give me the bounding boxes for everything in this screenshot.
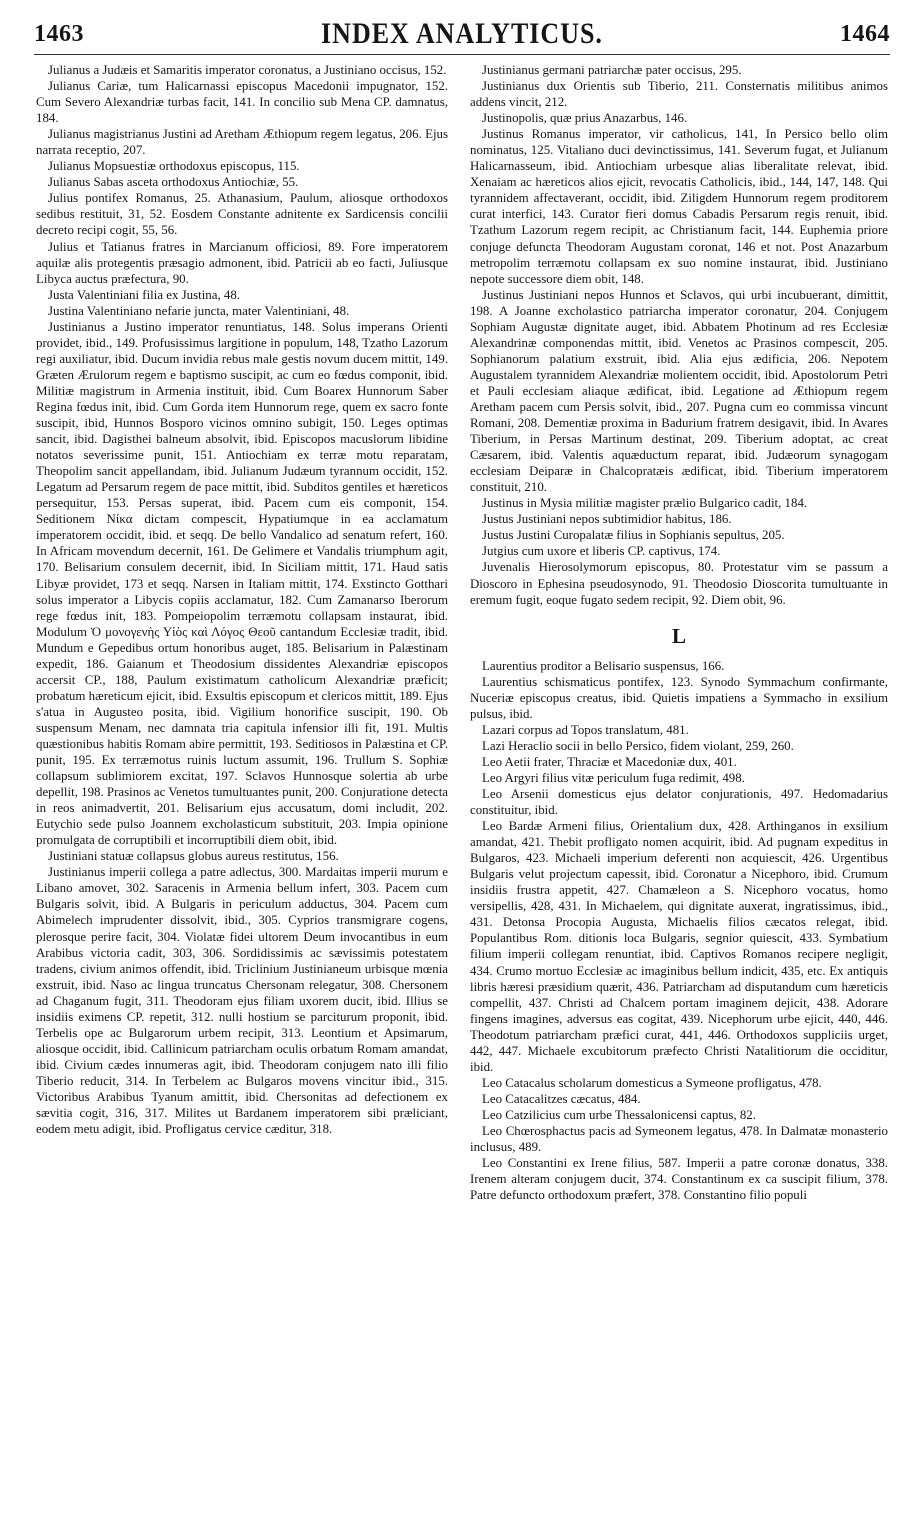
index-entry: Justinus Justiniani nepos Hunnos et Sclavos, qui urbi incubuerant, dimittit, 198. A Joanne excholastico patriarcha imperator coronatur, 204. Conjugem Sophiam Augustæ dignitate auget, ibid. Abbatem Photinum ad res Ecclesiæ Alexandrinæ componendas mittit, ibid. Venetos ac Prasinos compescit, 205. Sophianorum palatium exstruit, ibid. Alia ejus ædificia, 206. Nepotem Augustalem tyrannidem Alexandriæ molientem occidit, ibid. Apostolorum Petri et Pauli ecclesiam aliaque ædificat, ibid. Legatione ad Æthiopum regem Aretham pacem cum Persis solvit, ibid., 207. Pugna cum eo commissa vincunt Romani, 208. Dementiæ proxima in Badurium fratrem desigavit, ibid. In Avares Tiberium, in Persas Martinum destinat, 209. Tiberium adoptat, ac creat Cæsarem, ibid. Valentis aquæductum reparat, ibid. Judæorum synagogam ecclesiam Deiparæ in Chalcopratæis ædificat, ibid. Tiberium imperatorem constituit, 210. (470, 287, 888, 495)
index-entry: Julianus Sabas asceta orthodoxus Antiochiæ, 55. (48, 175, 299, 190)
left-column (36, 62, 448, 1137)
index-entry: Leo Constantini ex Irene filius, 587. Imperii a patre coronæ donatus, 338. Irenem alteram conjugem ducit, 374. Constantinum ex ca suscipit filium, 378. Patre defuncto orthodoxum præfert, 378. Constantino filio populi (470, 1156, 888, 1203)
index-entry: Justinianus dux Orientis sub Tiberio, 211. Consternatis militibus animos addens vincit, 212. (470, 79, 888, 110)
index-entry: Julianus magistrianus Justini ad Aretham Æthiopum regem legatus, 206. Ejus narrata receptio, 207. (36, 127, 448, 158)
index-entry: Justinianus germani patriarchæ pater occisus, 295. (482, 63, 742, 77)
index-entry: Julius et Tatianus fratres in Marcianum officiosi, 89. Fore imperatorem aquilæ alis protegentis præsagio admonent, ibid. Patricii ab eo facti, Juliusque Libyca auctus præfectura, 90. (36, 239, 448, 286)
right-column (470, 62, 888, 1203)
index-entry: Justiniani statuæ collapsus globus aureus restitutus, 156. (48, 849, 339, 864)
index-entry: Julius pontifex Romanus, 25. Athanasium, Paulum, aliosque orthodoxos sedibus restituit, 31, 52. Eosdem Constante adnitente ex Sardicensis concilii decreto recipi cogit, 55, 56. (36, 191, 448, 238)
index-entry: Justus Justiniani nepos subtimidior habitus, 186. (482, 512, 732, 527)
index-entry: Leo Catacalus scholarum domesticus a Symeone profligatus, 478. (482, 1075, 822, 1090)
index-entry: Justinopolis, quæ prius Anazarbus, 146. (482, 111, 688, 126)
page-number-left: 1463 (34, 20, 84, 47)
page-title: INDEX ANALYTICUS. (321, 16, 603, 51)
index-entry: Justinianus a Justino imperator renuntiatus, 148. Solus imperans Orienti providet, ibid., 149. Profusissimus largitione in populum, 148, Tzatho Lazorum regi auxiliatur, ibid. Ducum invidia rebus male gestis novum ducem mittit, 149. Græten Ærulorum regem e baptismo suscipit, ac cum eo fœdus componit, ibid. Militiæ magistrum in Armenia instituit, ibid. Cum Boarex Hunnorum Saber Regina fœdus init, ibid. Cum Gorda item Hunnorum rege, quem ex sacro fonte suscipit, ibid, Hunnos Bosporo vicinos omnino subigit, 150. Leges optimas sancit, ibid. Dagisthei balneum absolvit, ibid. Episcopos macuslorum libidine notatos severissime punit, 151. Antiochiam ex terræ motu reparatam, Theopolim sancit appellandam, ibid. Julianum Judæum tyrannum occidit, 152. Legatum ad Persarum regem de pace mittit, ibid. Subditos gentiles et hæreticos persequitur, 153. Persas superat, ibid. Pacem cum eis componit, 154. Seditionem Νίκα dictam compescit, Hypatiumque in ea acclamatum imperatorem occidit, ibid. et seqq. De bello Vandalico ad senatum refert, 160. In Africam movendum decernit, 161. De Gelimere et Vandalis triumphum agit, 170. Belisarium consulem decernit, ibid. In Siciliam mittit, 171. Haud satis Libyæ providet, 173 et seqq. Narsen in Italiam mittit, 174. Exstincto Gotthari solus imperator a Libycis copiis acclamatur, 182. Cum Zamanarso Iberorum rege fœdus init, 183. Pompeiopolim terræmotu collapsam instaurat, ibid. Modulum Ὁ μονογενὴς Υἱὸς καὶ Λόγος Θεοῦ cantandum Ecclesiæ tradit, ibid. Mundum e Gepedibus ortum honoribus auget, 185. Belisarium in Palæstinam expedit, 186. Gaianum et Theodosium dissidentes Alexandriæ episcopos accersit CP., 188, Paulum existimatum catholicum Alexandriæ præficit; probatum hæreticum ejicit, ibid. Exsultis episcopum et clericos mittit, 189. Ejus s'atua in Augusteo posita, ibid. Vigilium honorifice suscipit, 190. Ob suspensum Menam, nec damnata tria capitula infensior illi fit, 191. Multis quæstionibus habitis Romam abire permittit, 193. Seditiosos in Palæstina et CP. punit, 195. Ex terræmotus ruinis luctum assumit, 196. Trullum S. Sophiæ collapsum sublimiorem excitat, 197. Sclavos Hunnosque solertia ab urbe depellit, 198. Prasinos ac Venetos tumultuantes punit, 200. Conjuratione detecta in reos animadvertit, 201. Belisarium ejus accusatum, domi includit, 202. Eutychio sede pulso Joannem excholasticum substituit, 203. Impia opinione promulgata de corruptibili et incorruptibili diem obit, ibid. (36, 319, 448, 848)
page-number-right: 1464 (839, 20, 890, 47)
index-entry: Julianus a Judæis et Samaritis imperator coronatus, a Justiniano occisus, 152. (48, 63, 447, 77)
index-entry: Leo Catzilicius cum urbe Thessalonicensi captus, 82. (482, 1107, 756, 1122)
index-entry: Laurentius schismaticus pontifex, 123. Synodo Symmachum confirmante, Nuceriæ episcopus creatus, ibid. Quietis impatiens a Symmacho in exsilium pulsus, ibid. (470, 674, 888, 721)
index-entry: Justa Valentiniani filia ex Justina, 48. (48, 287, 241, 302)
section-letter: L (671, 623, 686, 648)
index-entry: Leo Arsenii domesticus ejus delator conjurationis, 497. Hedomadarius constituitur, ibid. (470, 787, 888, 818)
index-entry: Juvenalis Hierosolymorum episcopus, 80. Protestatur vim se passum a Dioscoro in Ephesina pseudosynodo, 91. Theodosio Dioscorita tumultuante in eremum fugit, eoque fugato sedem recipit, 92. Diem obit, 96. (470, 560, 888, 607)
index-entry: Leo Chœrosphactus pacis ad Symeonem legatus, 478. In Dalmatæ monasterio inclusus, 489. (470, 1124, 888, 1155)
page-header (34, 14, 890, 55)
index-entry: Leo Argyri filius vitæ periculum fuga redimit, 498. (482, 770, 745, 785)
index-entry: Justinus Romanus imperator, vir catholicus, 141, In Persico bello olim nominatus, 125. Vitaliano duci devinctissimus, 141. Severum fugat, et Julianum Halicarnasseum, ibid. Antiochiam urbesque alias liberalitate relevat, ibid. Xenaiam ac hæreticos alios ejicit, revocatis Catholicis, ibid., 144, 147, 148. Qui tyrannidem affectaverant, occidit, ibid. Ziligdem Hunnorum regem proditorem curat interfici, 143. Curator fieri domus Cabadis Persarum regis renuit, ibid. Tzathum Lazorum regem recipit, ac Christianum facit, 144. Euphemia priore conjuge defuncta Theodoram Augustam coronat, 146 et not. Post Anazarbum metropolim terræmotu collapsam ex suo nomine instaurat, ibid. Justiniano nepote successore diem obit, 148. (470, 127, 888, 286)
index-entry: Leo Catacalitzes cæcatus, 484. (482, 1091, 641, 1106)
index-entry: Lazi Heraclio socii in bello Persico, fidem violant, 259, 260. (482, 738, 794, 753)
index-entry: Leo Bardæ Armeni filius, Orientalium dux, 428. Arthinganos in exsilium amandat, 421. Thebit profligato nomen acquirit, ibid. Ad pugnam expeditus in Bulgaros, 423. Michaeli imperium deferenti non acquiescit, 426. Urgentibus Bulgaris velut projectum capessit, ibid. Coronatur a Nicephoro, ibid. Crumum insidiis frustra appetit, 427. Chamæleon a S. Nicephoro vocatus, homo versipellis, 428, 431. In Michaelem, qui dignitate auxerat, ingratissimus, ibid., 431. Detonsa Procopia Augusta, Michaelis filios cæcatos relegat, ibid. Populantibus Rom. ditionis loca Bulgaris, segnior quiescit, 433. Symbatium filium imperii collegam renuntiat, ibid. Captivos Romanos recipere negligit, 434. Crumo mortuo Ecclesiæ ac imaginibus bellum indicit, 435, etc. Ex antiquis libris hæresi præsidium quærit, 436. Patriarcham ad disputandum cum hæreticis compellit, 437. Christi ad Chalcem portam imaginem dejicit, 438. Adorare fingens imagines, adversus eas cogitat, 439. Nicephorum urbe ejicit, 440, 446. Theodotum patriarcham præfici curat, 441, 446. Orthodoxos suppliciis urget, 442, 447. Michaele excubitorum præfecto Christi Natalitiorum die occiditur, ibid. (470, 819, 888, 1074)
index-entry: Justus Justini Curopalatæ filius in Sophianis sepultus, 205. (482, 528, 785, 543)
index-entry: Julianus Cariæ, tum Halicarnassi episcopus Macedonii impugnator, 152. Cum Severo Alexandriæ turbas facit, 141. In concilio sub Mena CP. damnatus, 184. (36, 79, 448, 126)
index-entry: Justina Valentiniano nefarie juncta, mater Valentiniani, 48. (48, 303, 350, 318)
index-entry: Justinus in Mysia militiæ magister prælio Bulgarico cadit, 184. (482, 496, 808, 511)
index-entry: Laurentius proditor a Belisario suspensus, 166. (482, 658, 725, 673)
index-entry: Leo Aetii frater, Thraciæ et Macedoniæ dux, 401. (482, 754, 737, 769)
index-entry: Julianus Mopsuestiæ orthodoxus episcopus, 115. (48, 159, 300, 174)
index-entry: Justinianus imperii collega a patre adlectus, 300. Mardaitas imperii murum e Libano amovet, 302. Saracenis in Armenia bellum infert, 303. Pacem cum Bulgaris solvit, ibid. A Bulgaris in periculum adductus, 304. Pacem cum Abimelech imprudenter dissolvit, ibid., 305. Cyprios transmigrare cogens, plerosque perire facit, 304. Violatæ fidei ultorem Deum invocantibus in eum Arabibus victoria cadit, 303, 306. Sordidissimis ac sævissimis potestatem tradens, civium animos offendit, ibid. Triclinium Justinianeum urbisque mœnia exstruit, ibid. Naso ac lingua truncatus Chersonam relegatur, 308. Chersonem ad Chaganum fugit, 311. Theodoram ejus filiam uxorem ducit, ibid. Illius se insidiis eximens CP. repetit, 312. nulli hostium se parciturum proponit, ibid. Terbelis ope ac Bulgarorum urbem recipit, 313. Leontium et Apsimarum, aliosque occidit, ibid. Callinicum patriarcham oculis orbatum Romam amandat, ibid. Civium cædes innumeras agit, ibid. Theodoram conjugem nato illi filio Tiberio reducit, 314. In Terbelem ac Bulgaros movens vincitur ibid., 315. Victoribus Arabibus Tyanum amittit, ibid. Chersonitas ad defectionem ex sævitia cogit, 316, 317. Milites ut Bardanem imperatorem sibi præliciant, eodem metu adigit, ibid. Profligatus cervice cæditur, 318. (36, 865, 448, 1137)
index-entry: Lazari corpus ad Topos translatum, 481. (482, 722, 689, 737)
index-entry: Jutgius cum uxore et liberis CP. captivus, 174. (482, 544, 721, 559)
